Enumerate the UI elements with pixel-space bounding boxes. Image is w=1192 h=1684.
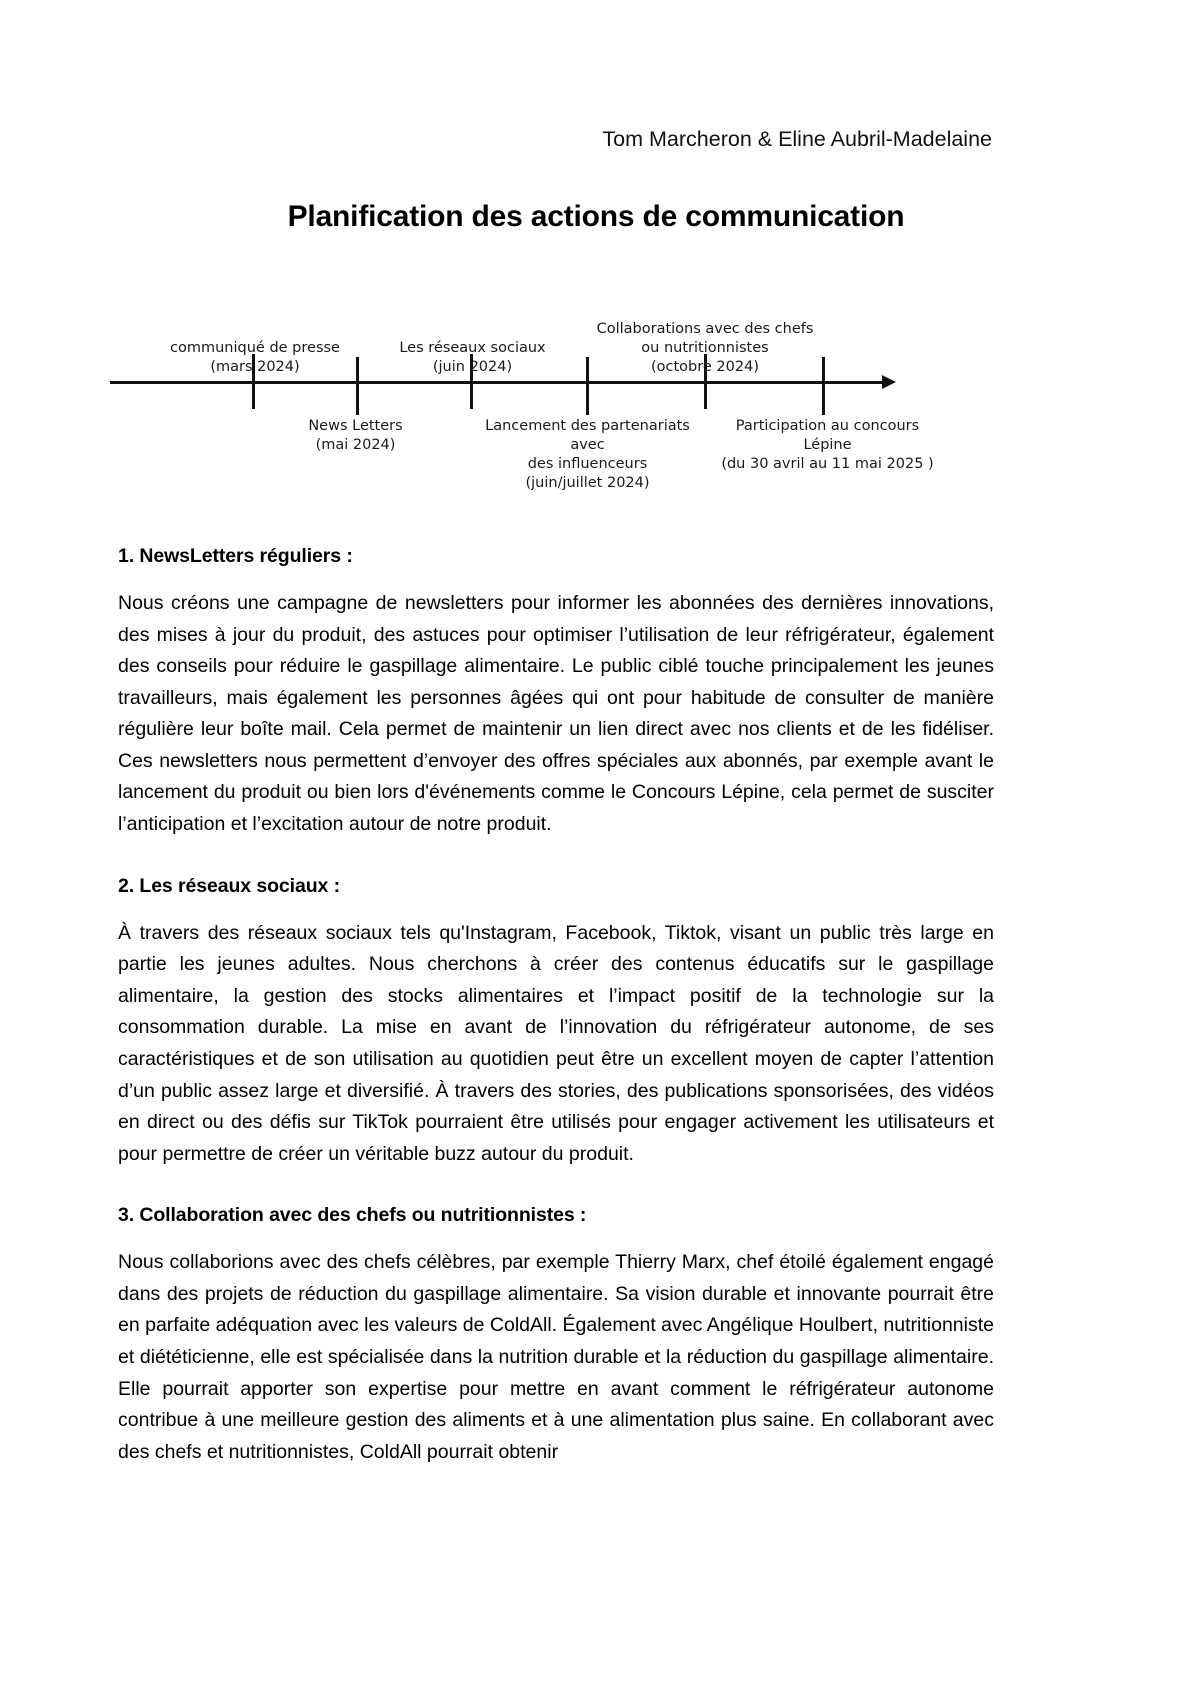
section-newsletters xyxy=(118,545,994,841)
timeline-event-2-line2: (mai 2024) xyxy=(315,437,396,454)
timeline-event-4-line3: (juin/juillet 2024) xyxy=(525,475,650,492)
timeline-event-label-2 xyxy=(253,417,458,455)
timeline-event-5-line2: ou nutritionnistes xyxy=(641,339,769,356)
section-3-heading: 3. Collaboration avec des chefs ou nutritionnistes : xyxy=(118,1204,587,1227)
page-title: Planification des actions de communication xyxy=(287,200,905,234)
timeline-event-4-line1: Lancement des partenariats avec xyxy=(485,418,690,454)
section-reseaux-sociaux xyxy=(118,875,994,1171)
section-1-paragraph: Nous créons une campagne de newsletters pour informer les abonnées des dernières innovations, des mises à jour du produit, des astuces pour optimiser l’utilisation de leur réfrigérateur, également des conseils pour réduire le gaspillage alimentaire. Le public ciblé touche principalement les jeunes travailleurs, mais également les personnes âgées qui ont pour habitude de consulter de manière régulière leur boîte mail. Cela permet de maintenir un lien direct avec nos clients et de les fidéliser. Ces newsletters nous permettent d’envoyer des offres spéciales aux abonnés, par exemple avant le lancement du produit ou bien lors d'événements comme le Concours Lépine, cela permet de susciter l’anticipation et l’excitation autour de notre produit. xyxy=(118,592,994,836)
section-collaboration-chefs xyxy=(118,1204,994,1468)
timeline-event-4-line2: des influenceurs xyxy=(527,456,648,473)
timeline-diagram xyxy=(100,295,1000,495)
document-authors: Tom Marcheron & Eline Aubril-Madelaine xyxy=(602,127,992,151)
section-1-heading: 1. NewsLetters réguliers : xyxy=(118,545,353,567)
timeline-event-6-line2: (du 30 avril au 11 mai 2025 ) xyxy=(721,456,934,473)
timeline-event-5-line3: (octobre 2024) xyxy=(651,358,759,375)
section-2-heading: 2. Les réseaux sociaux : xyxy=(118,874,340,897)
timeline-axis xyxy=(100,295,1000,495)
timeline-event-1-line2: (mars 2024) xyxy=(210,358,300,375)
timeline-event-label-6 xyxy=(710,417,945,474)
timeline-event-3-line1: Les réseaux sociaux xyxy=(399,339,546,356)
timeline-event-2-line1: News Letters xyxy=(308,418,403,434)
timeline-arrow-icon xyxy=(882,375,896,389)
section-2-paragraph: À travers des réseaux sociaux tels qu'Instagram, Facebook, Tiktok, visant un public très large en partie les jeunes adultes. Nous cherchons à créer des contenus éducatifs sur le gaspillage alimentaire, la gestion des stocks alimentaires et l’impact positif de la technologie sur la consommation durable. La mise en avant de l’innovation du réfrigérateur autonome, de ses caractéristiques et de son utilisation au quotidien peut être un excellent moyen de capter l’attention d’un public assez large et diversifié. À travers des stories, des publications sponsorisées, des vidéos en direct ou des défis sur TikTok pourraient être utilisés pour engager activement les utilisateurs et pour permettre de créer un véritable buzz autour du produit. xyxy=(118,921,994,1165)
timeline-event-3-line2: (juin 2024) xyxy=(432,358,513,375)
timeline-event-6-line1: Participation au concours Lépine xyxy=(735,418,920,454)
timeline-event-1-line1: communiqué de presse xyxy=(170,339,340,356)
timeline-event-label-3 xyxy=(365,339,580,377)
timeline-event-5-line1: Collaborations avec des chefs xyxy=(596,320,814,337)
section-3-paragraph: Nous collaborions avec des chefs célèbres, par exemple Thierry Marx, chef étoilé également engagé dans des projets de réduction du gaspillage alimentaire. Sa vision durable et innovante pourrait être en parfaite adéquation avec les valeurs de ColdAll. Également avec Angélique Houlbert, nutritionniste et diététicienne, elle est spécialisée dans la nutrition durable et la réduction du gaspillage alimentaire. Elle pourrait apporter son expertise pour mettre en avant comment le réfrigérateur autonome contribue à une meilleure gestion des aliments et à une alimentation plus saine. En collaborant avec des chefs et nutritionnistes, ColdAll pourrait obtenir xyxy=(118,1251,994,1463)
timeline-event-label-4 xyxy=(470,417,705,494)
timeline-event-label-5 xyxy=(585,320,825,377)
timeline-axis-line xyxy=(110,381,888,384)
timeline-event-label-1 xyxy=(140,339,370,377)
document-body xyxy=(118,545,994,1502)
